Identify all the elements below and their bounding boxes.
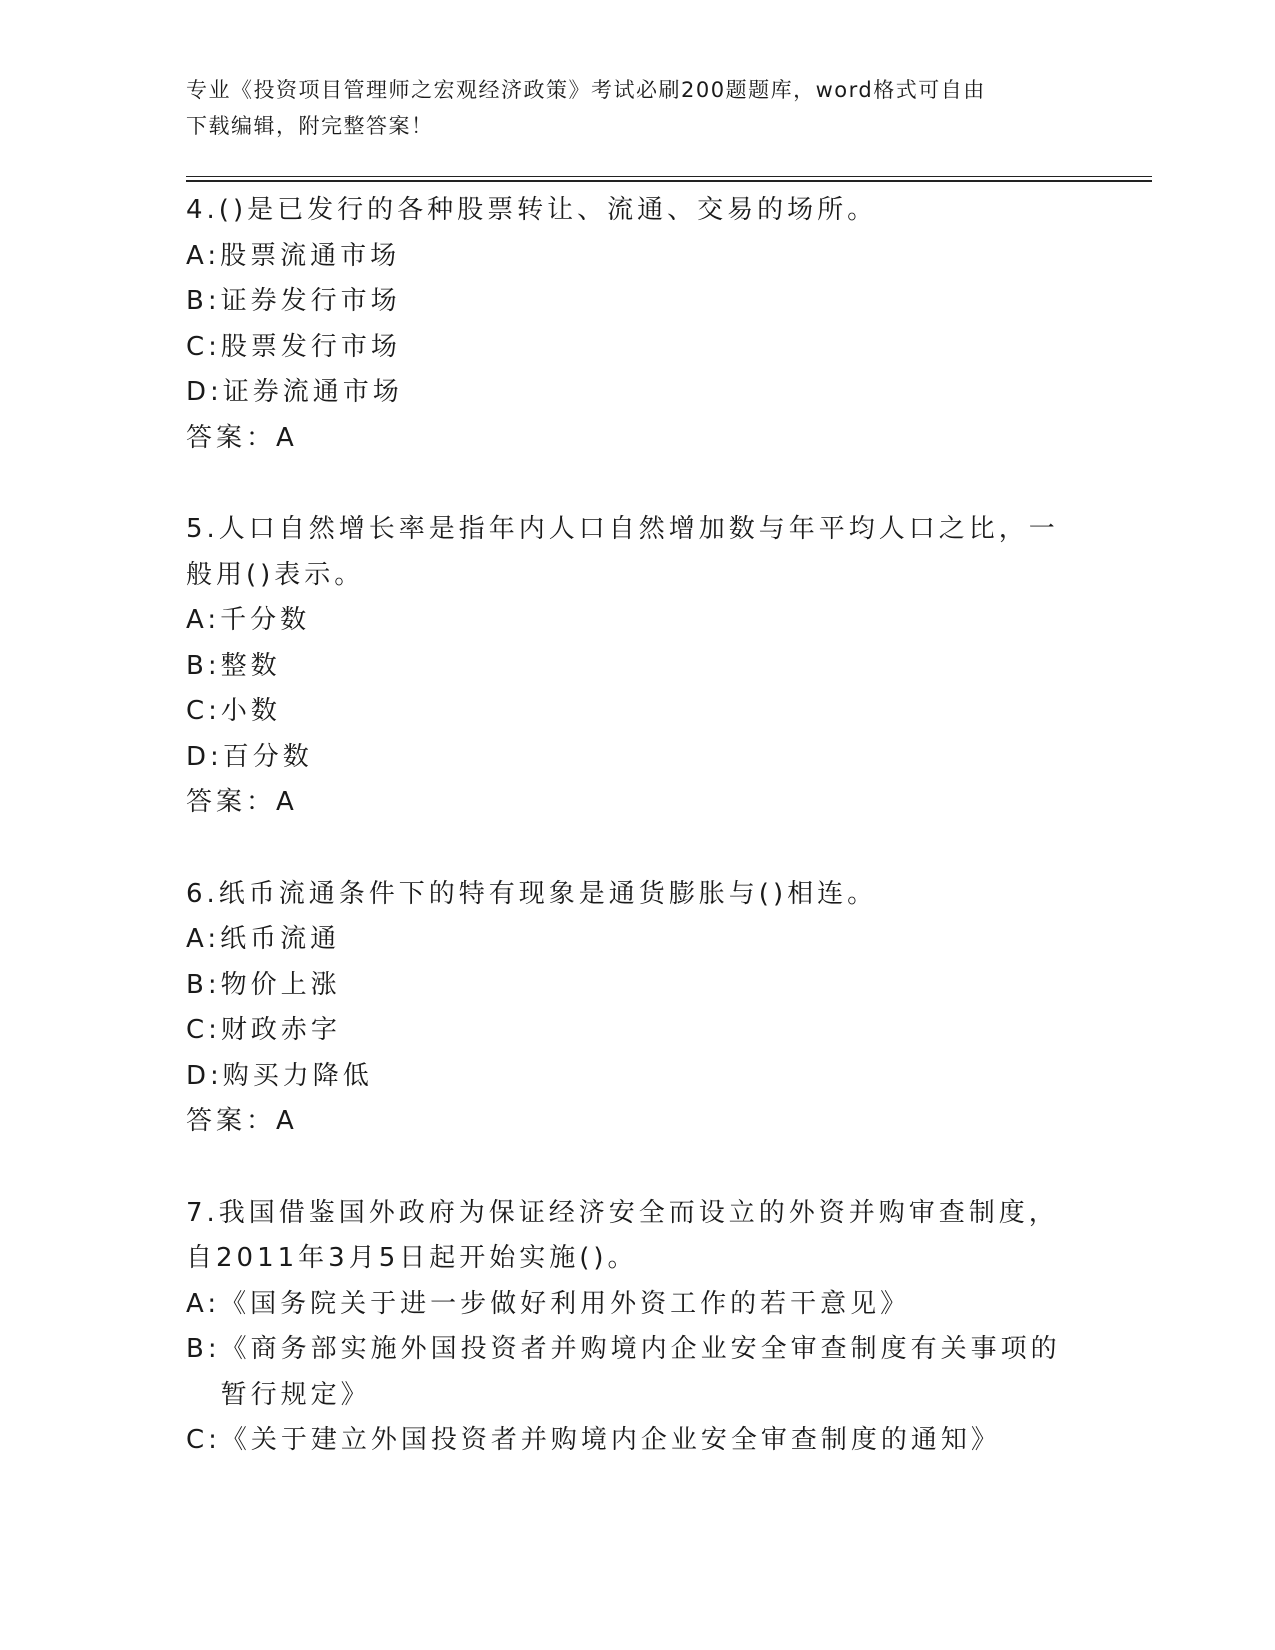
question-stem: 5.人口自然增长率是指年内人口自然增加数与年平均人口之比，一般用()表示。 [186,514,1059,590]
question-item [186,872,1076,1145]
option-letter: A: [186,605,221,635]
option-letter: B: [186,650,221,681]
question-stem: 7.我国借鉴国外政府为保证经济安全而设立的外资并购审查制度，自2011年3月5日起开始实施()。 [186,1197,1059,1273]
option-letter: D: [186,377,223,407]
answer-line: 答案：A [186,787,298,817]
option-a [186,917,1076,963]
option-c [186,1008,1076,1054]
option-d [186,735,1076,781]
option-b [186,1327,1076,1418]
option-letter: C: [186,331,221,362]
option-text: 《商务部实施外国投资者并购境内企业安全审查制度有关事项的暂行规定》 [220,1334,1061,1410]
question-item [186,1191,1076,1464]
header-divider-thick [186,180,1152,182]
option-b [186,644,1076,690]
question-spacer [186,1145,1076,1191]
option-letter: C: [186,1015,221,1045]
option-text: 证券发行市场 [220,286,401,316]
option-d [186,1054,1076,1100]
option-a [186,598,1076,644]
option-text: 千分数 [220,605,311,635]
option-letter: B: [186,286,221,316]
option-text: 整数 [220,650,281,681]
document-header [186,72,1066,144]
option-text: 《关于建立外国投资者并购境内企业安全审查制度的通知》 [220,1425,1001,1455]
question-item [186,507,1076,826]
option-b [186,963,1076,1009]
option-letter: D: [186,1060,223,1091]
option-letter: A: [186,1288,221,1319]
option-text: 财政赤字 [220,1015,341,1045]
option-letter: B: [186,1334,221,1364]
option-text: 购买力降低 [222,1060,373,1091]
option-a [186,234,1076,280]
question-spacer [186,461,1076,507]
question-stem: 6.纸币流通条件下的特有现象是通货膨胀与()相连。 [186,878,878,909]
option-a [186,1282,1076,1328]
option-text: 证券流通市场 [222,377,403,407]
question-spacer [186,826,1076,872]
option-text: 物价上涨 [220,969,341,1000]
option-letter: A: [186,924,221,954]
question-list [186,188,1076,1464]
option-c [186,1418,1076,1464]
option-text: 纸币流通 [220,924,341,954]
question-stem: 4.()是已发行的各种股票转让、流通、交易的场所。 [186,195,878,225]
option-d [186,370,1076,416]
option-c [186,689,1076,735]
option-text: 股票发行市场 [220,331,401,362]
header-divider-thin [186,176,1152,177]
option-text: 股票流通市场 [220,240,401,271]
option-c [186,325,1076,371]
option-letter: B: [186,969,221,1000]
option-letter: C: [186,696,221,726]
option-letter: C: [186,1425,221,1455]
option-text: 小数 [220,696,281,726]
question-item [186,188,1076,461]
header-line-2: 下载编辑，附完整答案！ [186,114,434,138]
answer-line: 答案：A [186,422,298,453]
option-b [186,279,1076,325]
option-text: 《国务院关于进一步做好利用外资工作的若干意见》 [220,1288,911,1319]
option-text: 百分数 [222,741,313,772]
option-letter: A: [186,240,221,271]
answer-line: 答案：A [186,1106,298,1136]
option-letter: D: [186,741,223,772]
header-line-1: 专业《投资项目管理师之宏观经济政策》考试必刷200题题库，word格式可自由 [186,78,986,102]
